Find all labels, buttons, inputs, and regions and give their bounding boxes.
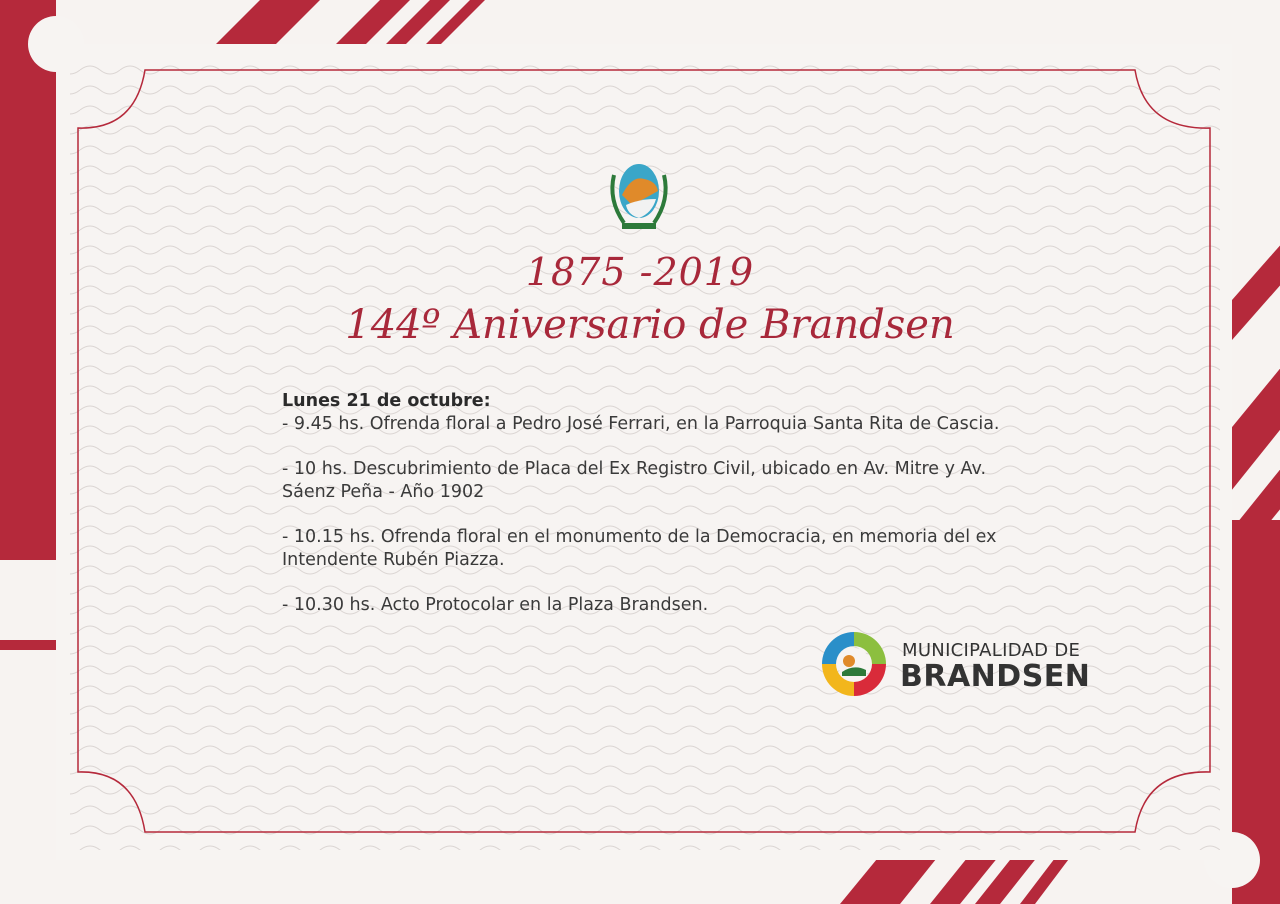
anniversary-title: 144º Aniversario de Brandsen (345, 302, 955, 348)
brandsen-crest-icon (604, 155, 674, 235)
program-item: - 10.30 hs. Acto Protocolar en la Plaza Brandsen. (282, 595, 709, 615)
program-item: - 9.45 hs. Ofrenda floral a Pedro José Ferrari, en la Parroquia Santa Rita de Cascia. (282, 414, 1000, 434)
program-item: - 10 hs. Descubrimiento de Placa del Ex Registro Civil, ubicado en Av. Mitre y Av. Sáenz Peña - Año 1902 (282, 459, 987, 502)
program-item: - 10.15 hs. Ofrenda floral en el monumento de la Democracia, en memoria del ex Intendente Rubén Piazza. (282, 527, 997, 570)
program-date-heading: Lunes 21 de octubre: (282, 391, 491, 411)
municipal-logo-icon (820, 630, 888, 698)
anniversary-years: 1875 -2019 (525, 250, 755, 294)
program-schedule (282, 390, 1042, 617)
municipality-logo (820, 630, 1110, 700)
logo-line-brandsen: BRANDSEN (900, 659, 1091, 694)
logo-line-municipalidad: MUNICIPALIDAD DE (902, 640, 1081, 661)
